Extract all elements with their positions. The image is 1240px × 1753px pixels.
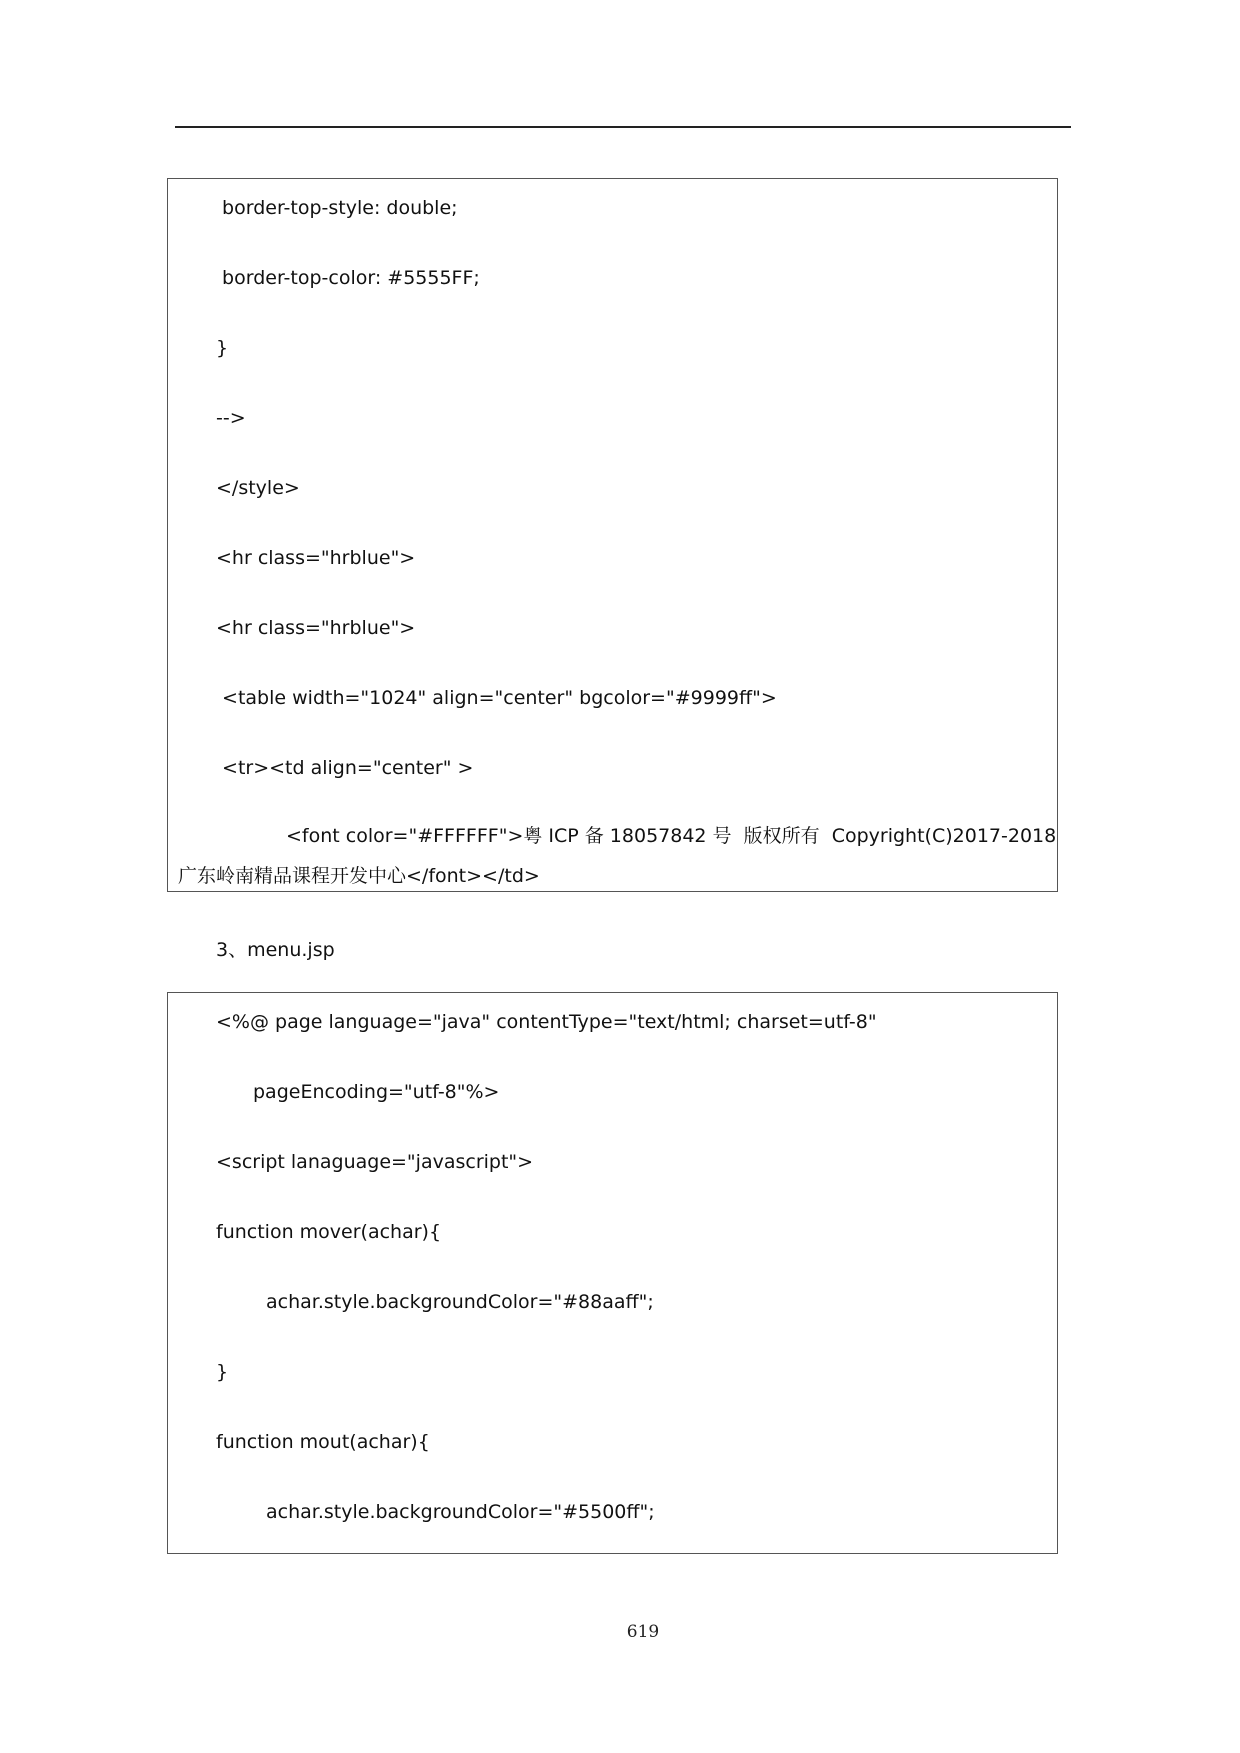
code-line: <hr class="hrblue"> [216,547,416,569]
code-line: achar.style.backgroundColor="#88aaff"; [266,1291,654,1313]
code-block-menu-jsp [167,992,1058,1554]
code-line: <tr><td align="center" > [216,757,474,779]
code-line: </style> [216,477,300,499]
code-line: <font color="#FFFFFF">粤 ICP 备 18057842 号 版权所有 Copyright(C)2017-2018 [286,825,1057,847]
code-line: function mout(achar){ [216,1431,430,1453]
code-line: <table width="1024" align="center" bgcolor="#9999ff"> [216,687,777,709]
code-line: function mover(achar){ [216,1221,442,1243]
code-line: } [216,337,229,359]
code-line: achar.style.backgroundColor="#5500ff"; [266,1501,655,1523]
code-line: <%@ page language="java" contentType="text/html; charset=utf-8" [216,1011,877,1033]
header-rule [175,126,1071,128]
code-line: border-top-color: #5555FF; [216,267,480,289]
code-line: } [216,1361,229,1383]
code-line: pageEncoding="utf-8"%> [253,1081,500,1103]
code-line: 广东岭南精品课程开发中心</font></td> [178,865,540,887]
page-number: 619 [626,1622,660,1642]
section-heading: 3、menu.jsp [216,939,335,961]
code-line: <script lanaguage="javascript"> [216,1151,534,1173]
code-line: <hr class="hrblue"> [216,617,416,639]
code-line: border-top-style: double; [216,197,458,219]
code-line: --> [216,407,246,429]
